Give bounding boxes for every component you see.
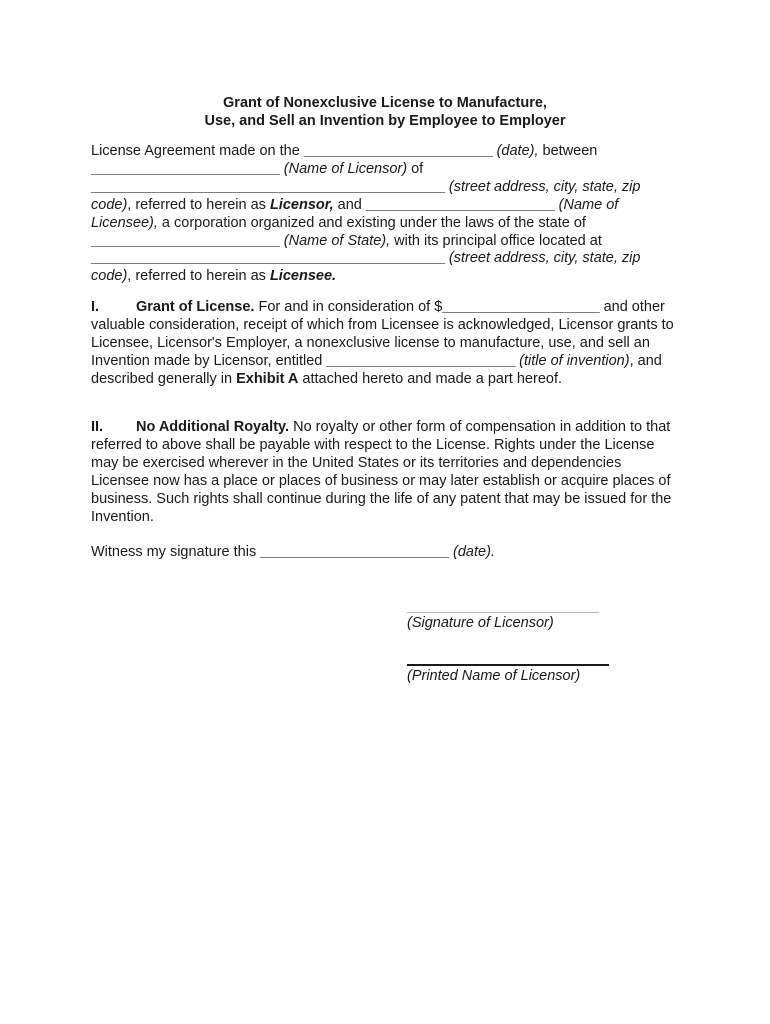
section-number: II. bbox=[91, 419, 104, 435]
licensee-name-hint: (Name of Licensee), bbox=[91, 196, 619, 231]
date-hint: (date), bbox=[496, 143, 539, 159]
section-number: I. bbox=[91, 299, 100, 315]
exhibit-reference: Exhibit A bbox=[236, 370, 299, 387]
licensor-address-hint: (street address, city, state, zip code) bbox=[91, 178, 641, 213]
witness-line bbox=[91, 544, 679, 562]
section-text: No royalty or other form of compensation in addition to that referred to above shall be payable with respect to the License. Rights under the License may be exercised wherever in the United States or its territories and dependencies Licensee now has a place or places of business or may later establish or acquire places of business. Such rights shall continue during the life of any patent that may be issued for the Invention. bbox=[91, 419, 672, 525]
state-blank[interactable]: ________________________ bbox=[91, 232, 280, 249]
licensor-name-hint: (Name of Licensor) bbox=[283, 160, 408, 177]
licensee-address-hint: (street address, city, state, zip code) bbox=[91, 250, 641, 285]
invention-title-hint: (title of invention) bbox=[519, 352, 630, 369]
title-line-2: Use, and Sell an Invention by Employee to Employer bbox=[204, 113, 566, 129]
section-grant-of-license bbox=[91, 299, 679, 389]
document-title bbox=[0, 94, 770, 130]
signature-line[interactable] bbox=[407, 612, 599, 613]
date-blank[interactable]: ________________________ bbox=[303, 143, 493, 159]
licensor-name-blank[interactable]: ________________________ bbox=[91, 160, 280, 177]
invention-title-blank[interactable]: ________________________ bbox=[326, 352, 516, 369]
intro-paragraph bbox=[91, 143, 679, 286]
section-text: , and described generally in bbox=[91, 352, 662, 387]
title-line-1: Grant of Nonexclusive License to Manufacture, bbox=[223, 95, 547, 111]
licensee-term: Licensee. bbox=[269, 268, 337, 285]
section-heading: Grant of License. bbox=[136, 299, 255, 315]
state-hint: (Name of State), bbox=[283, 232, 391, 249]
intro-text: License Agreement made on the bbox=[91, 143, 304, 159]
intro-text: , referred to herein as bbox=[127, 196, 270, 213]
licensee-address-blank[interactable]: _____________________________________________ bbox=[91, 250, 445, 267]
intro-text: , referred to herein as bbox=[127, 268, 270, 285]
intro-text: of bbox=[407, 160, 424, 177]
section-text: attached hereto and made a part hereof. bbox=[298, 370, 563, 387]
amount-blank[interactable]: ____________________ bbox=[442, 299, 600, 315]
section-text: and other valuable consideration, receipt of which from Licensee is acknowledged, Licensor grants to Licensee, Licensor's Employer, a nonexclusive license to manufacture, use, and sell an Invention made by Licensor, entitled bbox=[91, 299, 674, 369]
intro-text: between bbox=[538, 143, 598, 159]
printed-name-line[interactable] bbox=[407, 664, 609, 666]
signature-label: (Signature of Licensor) bbox=[407, 615, 554, 631]
printed-name-label: (Printed Name of Licensor) bbox=[407, 668, 581, 684]
licensee-name-blank[interactable]: ________________________ bbox=[365, 196, 555, 213]
intro-text: with its principal office located at bbox=[390, 232, 602, 249]
section-no-additional-royalty bbox=[91, 419, 679, 526]
intro-text: and bbox=[333, 196, 366, 213]
witness-date-blank[interactable]: ________________________ bbox=[260, 544, 449, 560]
witness-text: Witness my signature this bbox=[91, 544, 261, 560]
licensor-term: Licensor, bbox=[269, 196, 334, 213]
licensor-address-blank[interactable]: _____________________________________________ bbox=[91, 178, 445, 195]
section-text: For and in consideration of $ bbox=[254, 299, 443, 315]
witness-date-hint: (date). bbox=[453, 544, 495, 560]
section-heading: No Additional Royalty. bbox=[136, 419, 290, 435]
intro-text: a corporation organized and existing under the laws of the state of bbox=[157, 214, 586, 231]
